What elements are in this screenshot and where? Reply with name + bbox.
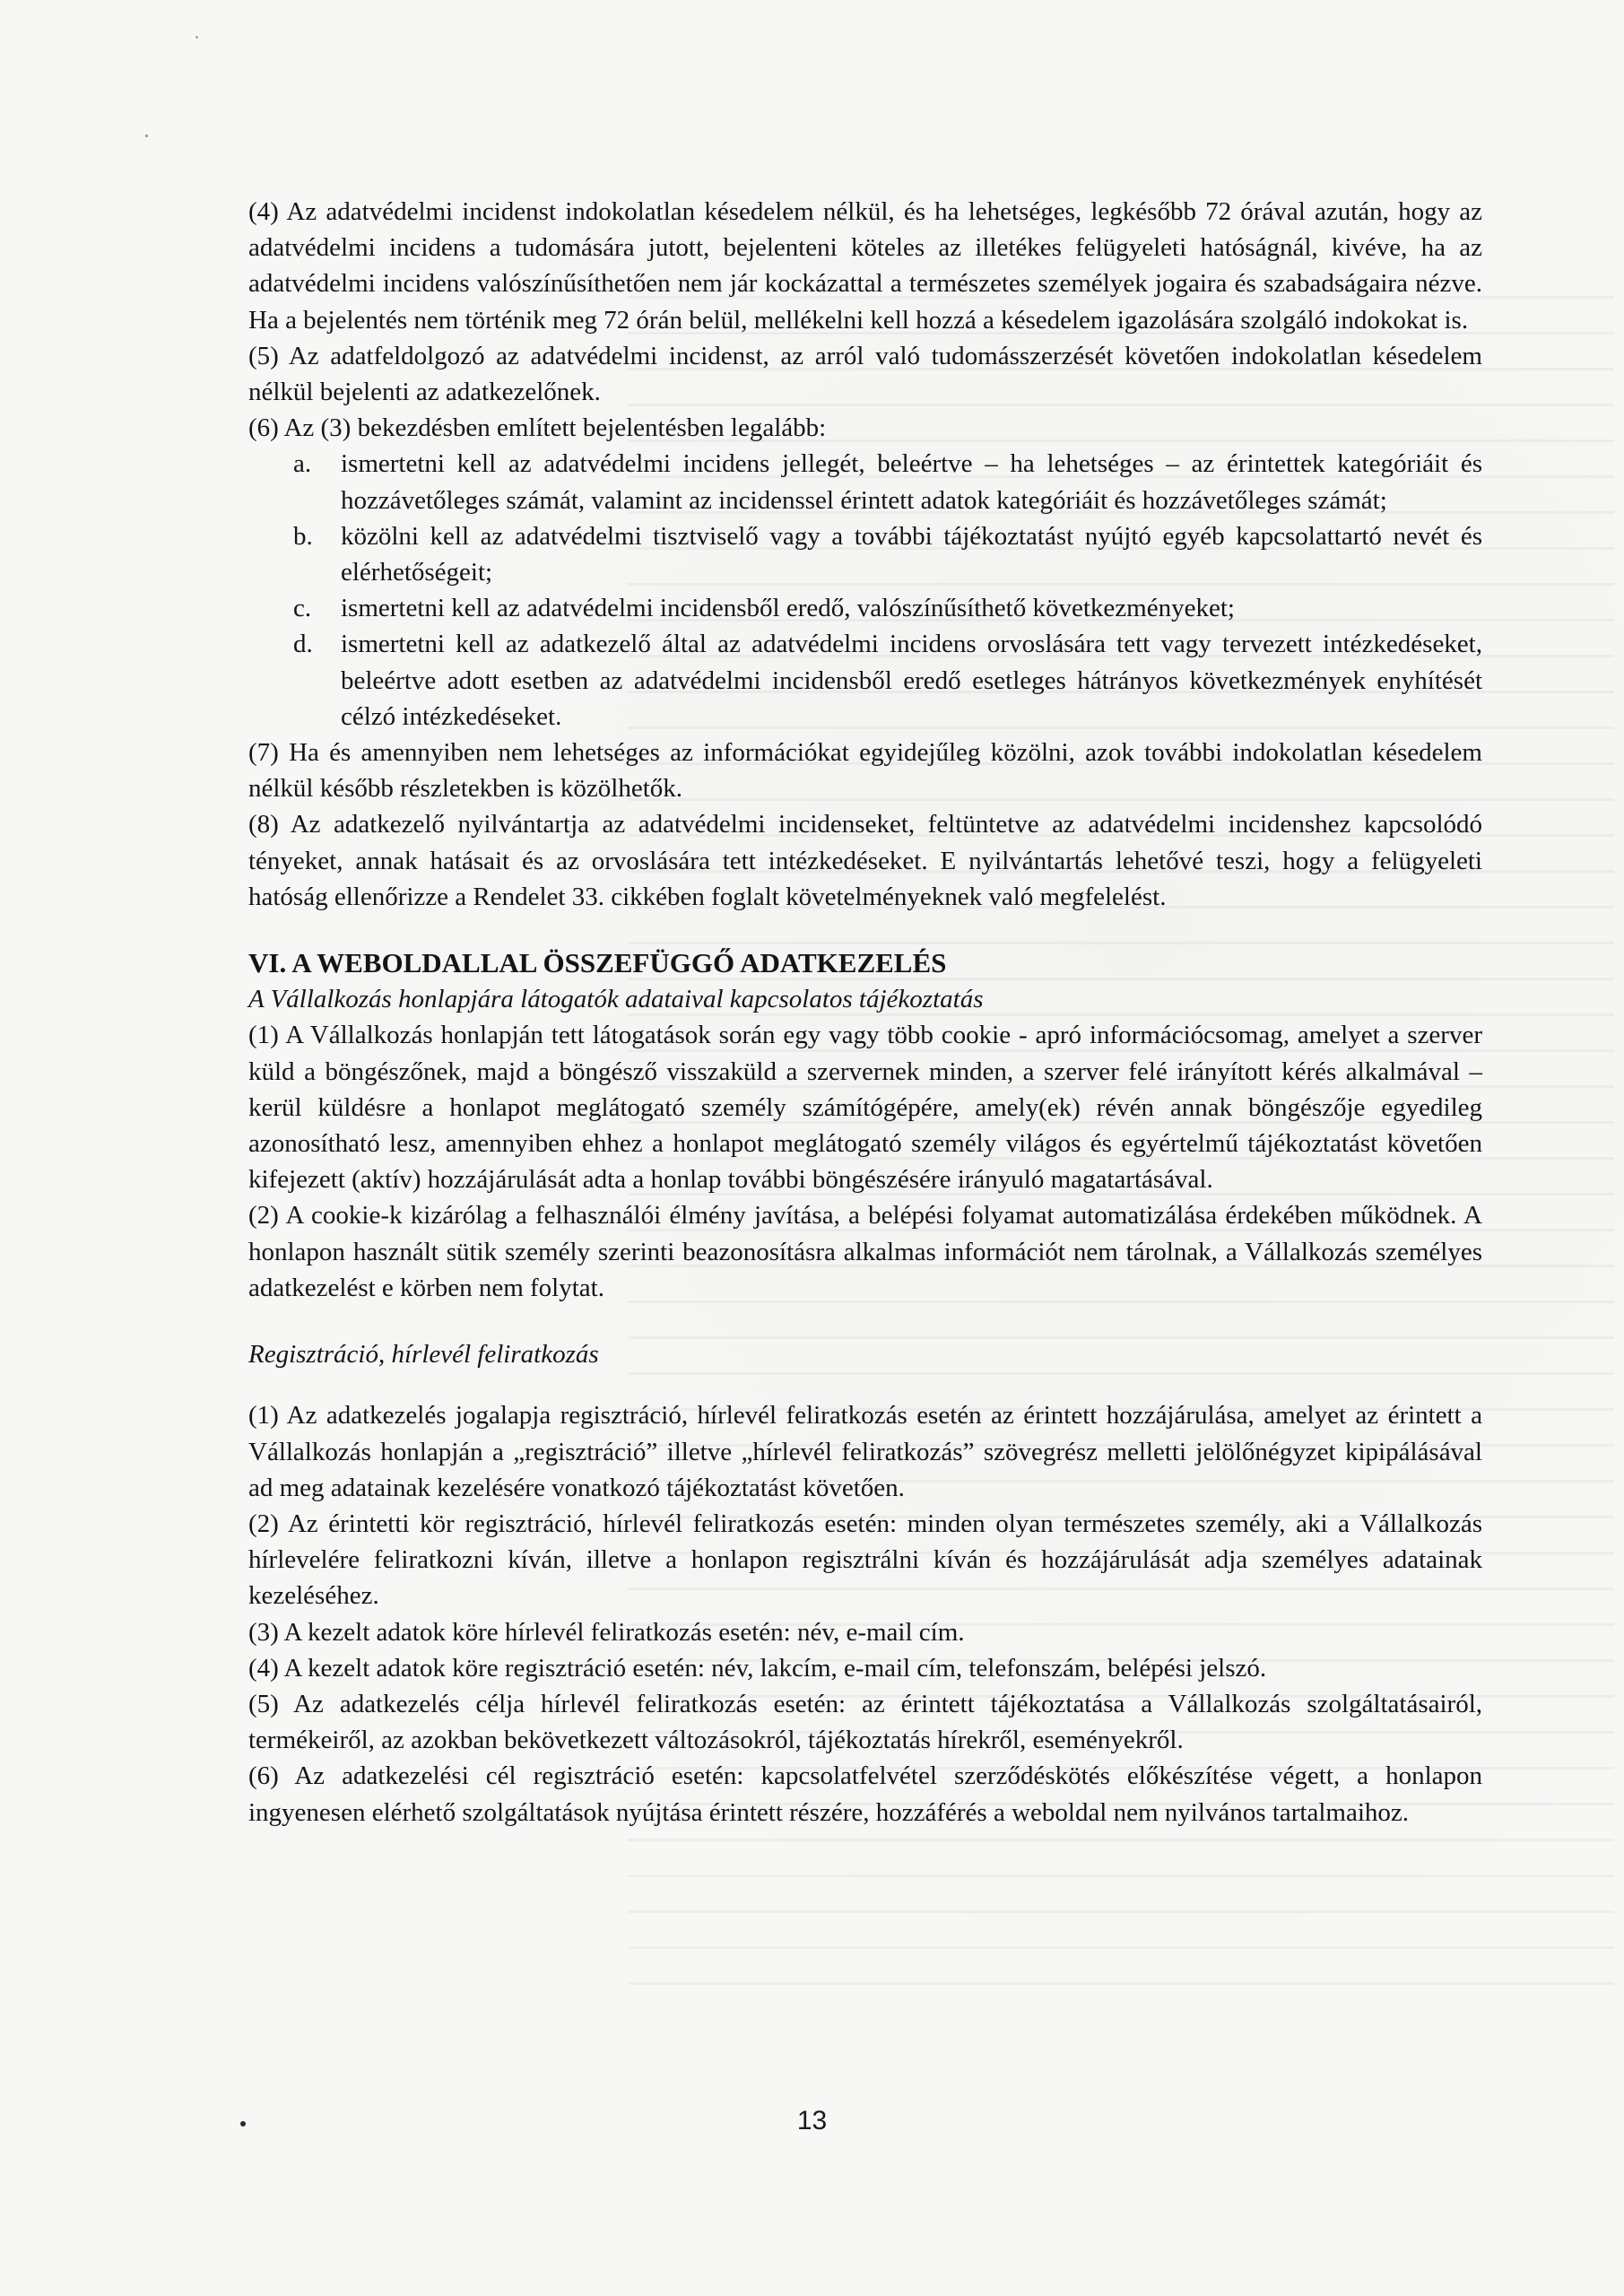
paragraph-6: (6) Az (3) bekezdésben említett bejelentésben legalább:: [248, 413, 827, 443]
list-item: [248, 446, 1482, 517]
scan-speck: [145, 135, 148, 137]
list-marker: d.: [293, 630, 313, 659]
list-item-text: közölni kell az adatvédelmi tisztviselő vagy a további tájékoztatást nyújtó egyéb kapcsolattartó nevét és elérhetőségeit;: [341, 521, 1482, 587]
cookie-paragraph-1: (1) A Vállalkozás honlapján tett látogatások során egy vagy több cookie - apró információcsomag, amelyet a szerver küld a böngészőnek, majd a böngésző visszaküld a szervernek minden, a szerver felé irányított kérés alkalmával – kerül küldésre a honlapot meglátogató személy számítógépére, amely(ek) révén annak böngészője egyedileg azonosítható lesz, amennyiben ehhez a honlapot meglátogató személy világos és egyértelmű tájékoztatást követően kifejezett (aktív) hozzájárulását adta a honlap további böngészésére irányuló magatartásával.: [248, 1021, 1482, 1195]
registration-paragraph-6: (6) Az adatkezelési cél regisztráció esetén: kapcsolatfelvétel szerződéskötés előkészítése végett, a honlapon ingyenesen elérhető szolgáltatások nyújtása érintett részére, hozzáférés a weboldal nem nyilvános tartalmaihoz.: [248, 1761, 1482, 1827]
paragraph-8: (8) Az adatkezelő nyilvántartja az adatvédelmi incidenseket, feltüntetve az adatvédelmi incidenshez kapcsolódó tényeket, annak hatásait és az orvoslására tett intézkedéseket. E nyilvántartás lehetővé teszi, hogy a felügyeleti hatóság ellenőrizze a Rendelet 33. cikkében foglalt követelményeknek való megfelelést.: [248, 810, 1482, 911]
registration-paragraph-2: (2) Az érintetti kör regisztráció, hírlevél feliratkozás esetén: minden olyan természetes személy, aki a Vállalkozás hírlevelére feliratkozni kíván, illetve a honlapon regisztrálni kíván és hozzájárulását adja személyes adatainak kezeléséhez.: [248, 1509, 1482, 1611]
registration-paragraph-3: (3) A kezelt adatok köre hírlevél feliratkozás esetén: név, e-mail cím.: [248, 1617, 965, 1647]
list-marker: c.: [293, 594, 312, 623]
list-item: [248, 590, 1482, 626]
paragraph-4: (4) Az adatvédelmi incidenst indokolatlan késedelem nélkül, és ha lehetséges, legkésőbb 72 órával azután, hogy az adatvédelmi incidens a tudomására jutott, bejelenteni köteles az illetékes felügyeleti hatóságnál, kivéve, ha az adatvédelmi incidens valószínűsíthetően nem jár kockázattal a természetes személyek jogaira és szabadságaira nézve. Ha a bejelentés nem történik meg 72 órán belül, mellékelni kell hozzá a késedelem igazolására szolgáló indokokat is.: [248, 197, 1482, 335]
list-item: [248, 626, 1482, 735]
list-marker: b.: [293, 521, 313, 551]
registration-heading: Regisztráció, hírlevél feliratkozás: [248, 1340, 599, 1370]
list-item-text: ismertetni kell az adatkezelő által az adatvédelmi incidens orvoslására tett vagy tervezett intézkedéseket, beleértve adott esetben az adatvédelmi incidensből eredő esetleges hátrányos következmények enyhítését célzó intézkedéseket.: [341, 630, 1482, 731]
paragraph-7: (7) Ha és amennyiben nem lehetséges az információkat egyidejűleg közölni, azok további indokolatlan késedelem nélkül később részletekben is közölhetők.: [248, 738, 1482, 804]
section-title: VI. A WEBOLDALLAL ÖSSZEFÜGGŐ ADATKEZELÉS: [248, 947, 947, 979]
list-item-text: ismertetni kell az adatvédelmi incidens jellegét, beleértve – ha lehetséges – az érintettek kategóriáit és hozzávetőleges számát, valamint az incidenssel érintett adatok kategóriáit és hozzávetőleges számát;: [341, 449, 1482, 515]
cookie-paragraph-2: (2) A cookie-k kizárólag a felhasználói élmény javítása, a belépési folyamat automatizálása érdekében működnek. A honlapon használt sütik személy szerinti beazonosításra alkalmas információt nem tárolnak, a Vállalkozás személyes adatkezelést e körben nem folytat.: [248, 1201, 1482, 1302]
list-item-text: ismertetni kell az adatvédelmi incidensből eredő, valószínűsíthető következményeket;: [341, 594, 1235, 623]
list-item: [248, 518, 1482, 590]
page-number: 13: [796, 2106, 828, 2135]
registration-paragraph-5: (5) Az adatkezelés célja hírlevél feliratkozás esetén: az érintett tájékoztatása a Vállalkozás szolgáltatásairól, termékeiről, az azokban bekövetkezett változásokról, tájékoztatás hírekről, eseményekről.: [248, 1689, 1482, 1755]
registration-paragraph-4: (4) A kezelt adatok köre regisztráció esetén: név, lakcím, e-mail cím, telefonszám, belépési jelszó.: [248, 1653, 1267, 1683]
document-body: [248, 194, 1482, 1831]
registration-paragraph-1: (1) Az adatkezelés jogalapja regisztráció, hírlevél feliratkozás esetén az érintett hozzájárulása, amelyet az érintett a Vállalkozás honlapján a „regisztráció” illetve „hírlevél feliratkozás” szövegrész melletti jelölőnégyzet kipipálásával ad meg adatainak kezelésére vonatkozó tájékoztatást követően.: [248, 1401, 1482, 1502]
section-subtitle: A Vállalkozás honlapjára látogatók adataival kapcsolatos tájékoztatás: [248, 985, 984, 1014]
scan-speck: [195, 36, 198, 39]
paragraph-5: (5) Az adatfeldolgozó az adatvédelmi incidenst, az arról való tudomásszerzését követően indokolatlan késedelem nélkül bejelenti az adatkezelőnek.: [248, 341, 1482, 407]
list-marker: a.: [293, 449, 312, 479]
notification-requirements-list: [248, 446, 1482, 735]
